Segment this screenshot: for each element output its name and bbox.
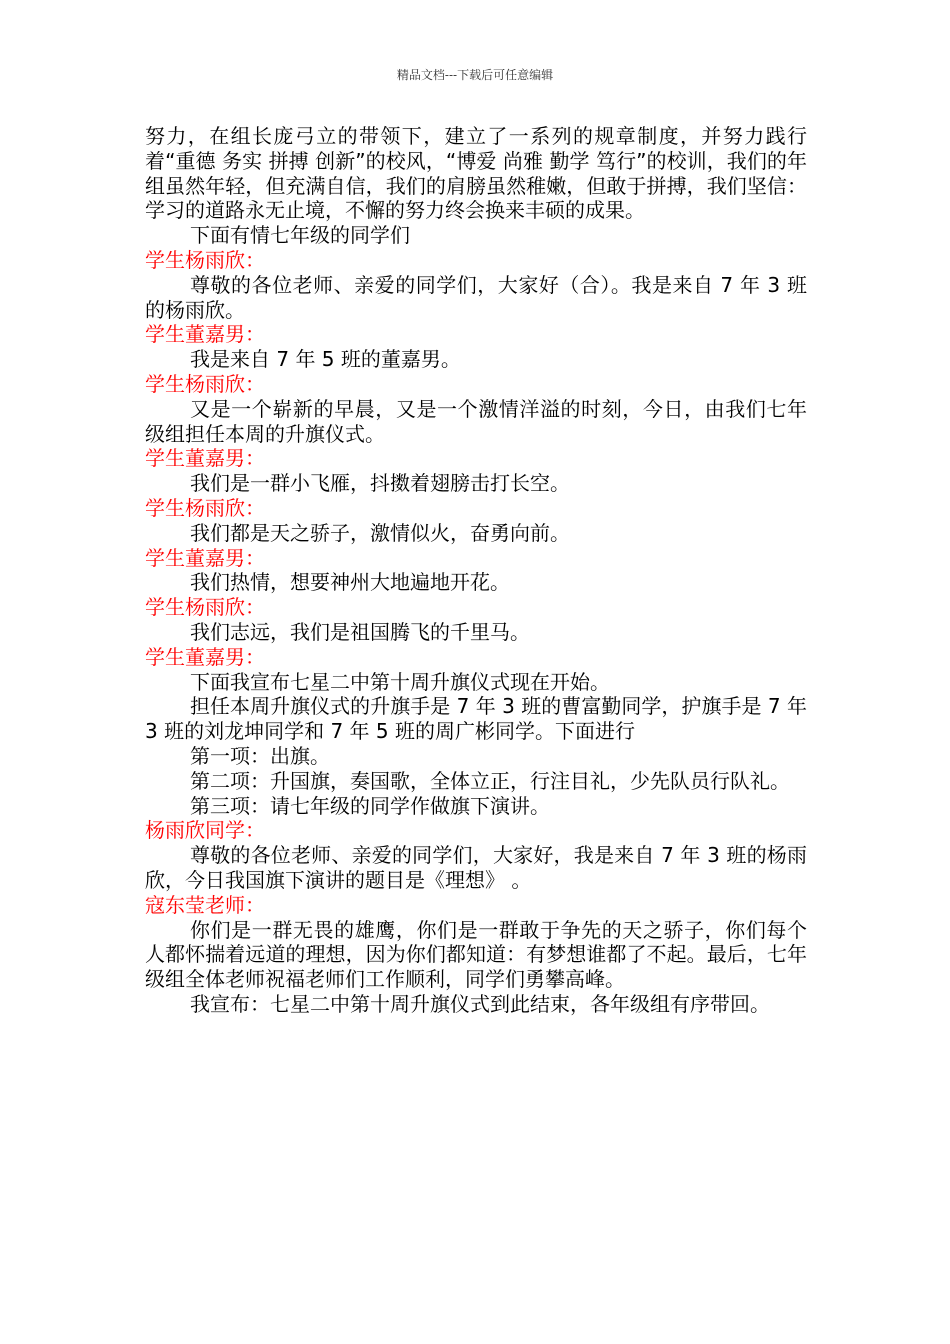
- paragraph: 下面有情七年级的同学们: [190, 223, 410, 248]
- paragraph: 我们热情，想要神州大地遍地开花。: [190, 570, 510, 595]
- paragraph: 第一项：出旗。: [190, 743, 330, 768]
- document-body: [145, 124, 807, 1017]
- speaker-label: 学生董嘉男：: [145, 322, 265, 347]
- paragraph: 我是来自 7 年 5 班的董嘉男。: [190, 347, 461, 372]
- speaker-label: 杨雨欣同学：: [145, 818, 265, 843]
- speaker-label: 学生杨雨欣：: [145, 495, 265, 520]
- paragraph: 我们是一群小飞雁，抖擞着翅膀击打长空。: [190, 471, 570, 496]
- speaker-label: 寇东莹老师：: [145, 892, 265, 917]
- paragraph: 担任本周升旗仪式的升旗手是 7 年 3 班的曹富勤同学，护旗手是 7 年 3 班的刘龙坤同学和 7 年 5 班的周广彬同学。下面进行: [145, 694, 807, 744]
- page-header: 精品文档---下载后可任意编辑: [396, 68, 554, 82]
- paragraph: 第三项：请七年级的同学作做旗下演讲。: [190, 793, 550, 818]
- paragraph: 尊敬的各位老师、亲爱的同学们，大家好（合）。我是来自 7 年 3 班的杨雨欣。: [145, 272, 807, 322]
- paragraph: 又是一个崭新的早晨，又是一个激情洋溢的时刻，今日，由我们七年级组担任本周的升旗仪式。: [145, 396, 807, 446]
- speaker-label: 学生杨雨欣：: [145, 371, 265, 396]
- speaker-label: 学生董嘉男：: [145, 545, 265, 570]
- paragraph: 你们是一群无畏的雄鹰，你们是一群敢于争先的天之骄子，你们每个人都怀揣着远道的理想，因为你们都知道：有梦想谁都了不起。最后，七年级组全体老师祝福老师们工作顺利，同学们勇攀高峰。: [145, 917, 807, 992]
- paragraph: 我们志远，我们是祖国腾飞的千里马。: [190, 619, 530, 644]
- paragraph: 尊敬的各位老师、亲爱的同学们，大家好，我是来自 7 年 3 班的杨雨欣，今日我国旗下演讲的题目是《理想》 。: [145, 843, 807, 892]
- paragraph: 努力，在组长庞弓立的带领下，建立了一系列的规章制度，并努力践行着“重德 务实 拼搏 创新”的校风，“博爱 尚雅 勤学 笃行”的校训，我们的年组虽然年轻，但充满自信，我们的肩膀虽然稚嫩，但敢于拼搏，我们坚信：学习的道路永无止境，不懈的努力终会换来丰硕的成果。: [145, 124, 807, 223]
- speaker-label: 学生杨雨欣：: [145, 247, 265, 272]
- paragraph: 下面我宣布七星二中第十周升旗仪式现在开始。: [190, 669, 610, 694]
- speaker-label: 学生董嘉男：: [145, 644, 265, 669]
- paragraph: 我们都是天之骄子，激情似火，奋勇向前。: [190, 520, 570, 545]
- speaker-label: 学生董嘉男：: [145, 446, 265, 471]
- speaker-label: 学生杨雨欣：: [145, 595, 265, 620]
- paragraph: 第二项：升国旗，奏国歌，全体立正，行注目礼，少先队员行队礼。: [190, 768, 790, 793]
- paragraph: 我宣布：七星二中第十周升旗仪式到此结束，各年级组有序带回。: [190, 991, 770, 1016]
